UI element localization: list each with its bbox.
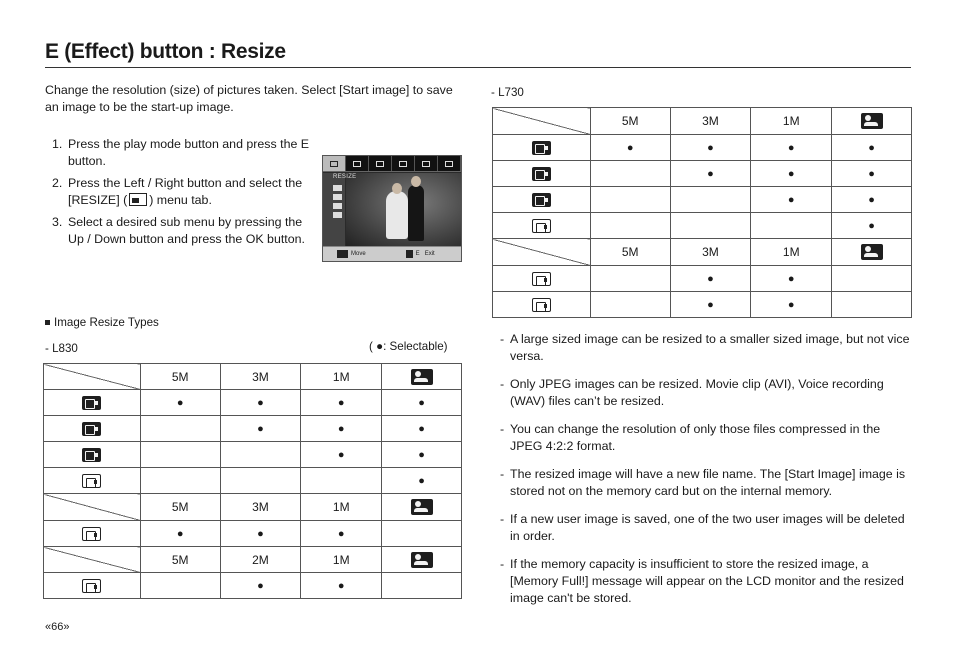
notes-list	[500, 331, 910, 618]
table-row	[44, 442, 462, 468]
table-cell	[590, 213, 670, 239]
table-cell: ●	[751, 187, 832, 213]
step-text	[68, 175, 314, 209]
table-cell	[220, 442, 301, 468]
table-cell: ●	[382, 390, 462, 416]
row-icon-cell	[44, 573, 141, 599]
note-item: - If the memory capacity is insufficient to store the resized image, a [Memory Full!] message will appear on the LCD monitor and the resized image can't be stored.	[500, 556, 910, 607]
8m-size-icon	[82, 396, 101, 410]
lcd-exit-label: Exit	[424, 251, 435, 257]
header-cell: 1M	[301, 364, 382, 390]
table-cell: ●	[832, 161, 912, 187]
header-cell: 3M	[670, 239, 751, 266]
table-cell: ●	[832, 213, 912, 239]
table-cell: ●	[301, 442, 382, 468]
table-row	[493, 266, 912, 292]
note-item: - A large sized image can be resized to a smaller sized image, but not vice versa.	[500, 332, 910, 363]
table-cell	[670, 187, 751, 213]
lcd-updown-key-icon	[337, 250, 348, 258]
header-cell: 1M	[301, 494, 382, 521]
table-row	[493, 292, 912, 318]
table-row	[44, 573, 462, 599]
step-text: Select a desired sub menu by pressing the Up / Down button and press the OK button.	[68, 215, 305, 246]
table-cell: ●	[590, 135, 670, 161]
lcd-submenu-panel	[323, 173, 345, 246]
header-cell: 5M	[590, 239, 670, 266]
row-icon-cell	[493, 213, 591, 239]
table-row	[44, 416, 462, 442]
diagonal-header-cell	[44, 364, 141, 390]
page-title: E (Effect) button : Resize	[45, 40, 286, 63]
note-text: Only JPEG images can be resized. Movie clip (AVI), Voice recording (WAV) files can’t be resized.	[510, 377, 884, 408]
lcd-menu-tabs	[323, 156, 461, 172]
table-header-row	[44, 494, 462, 521]
lcd-tab-film-icon	[415, 156, 438, 171]
l730-label: - L730	[491, 86, 524, 99]
table-header-row	[44, 547, 462, 573]
lcd-option-5m-icon	[333, 185, 342, 191]
step-text-before: Press the Left / Right button and select the [RESIZE] (	[68, 176, 303, 207]
header-cell: 1M	[751, 239, 832, 266]
table-cell	[832, 292, 912, 318]
table-row	[44, 521, 462, 547]
1m-size-icon	[82, 474, 101, 488]
table-cell: ●	[140, 521, 220, 547]
header-cell	[382, 364, 462, 390]
5m-size-icon	[82, 422, 101, 436]
table-cell	[832, 266, 912, 292]
table-cell: ●	[382, 468, 462, 494]
start-image-icon	[411, 552, 433, 568]
step-2	[52, 175, 314, 209]
lcd-menu-label: RESIZE	[333, 174, 357, 180]
3m-size-icon	[82, 448, 101, 462]
lcd-option-3m-icon	[333, 194, 342, 200]
table-cell: ●	[670, 161, 751, 187]
table-header-row	[493, 239, 912, 266]
row-icon-cell	[44, 468, 141, 494]
diagonal-header-cell	[493, 108, 591, 135]
table-cell: ●	[751, 292, 832, 318]
6m-wide-size-icon	[82, 579, 101, 593]
groom-head	[411, 176, 421, 187]
7m-wide-size-icon	[82, 527, 101, 541]
header-cell	[832, 239, 912, 266]
table-cell	[382, 521, 462, 547]
diagonal-header-cell	[44, 547, 141, 573]
lcd-bottom-bar	[323, 246, 461, 261]
start-image-icon	[861, 244, 883, 260]
note-item: - If a new user image is saved, one of the two user images will be deleted in order.	[500, 511, 910, 545]
lcd-e-key-icon	[406, 250, 413, 258]
6m-wide-size-icon	[532, 272, 551, 286]
5m-wide-size-icon	[532, 298, 551, 312]
note-text: A large sized image can be resized to a smaller sized image, but not vice versa.	[510, 332, 910, 363]
diagonal-header-cell	[44, 494, 141, 521]
table-row	[44, 468, 462, 494]
table-row	[493, 187, 912, 213]
row-icon-cell	[44, 416, 141, 442]
start-image-icon	[411, 499, 433, 515]
5m-size-icon	[532, 167, 551, 181]
table-cell: ●	[751, 135, 832, 161]
table-cell: ●	[670, 292, 751, 318]
l830-resize-table	[43, 363, 462, 599]
title-divider	[45, 67, 911, 68]
table-cell: ●	[220, 390, 301, 416]
header-cell: 3M	[220, 494, 301, 521]
row-icon-cell	[493, 266, 591, 292]
bride-head	[392, 183, 402, 194]
lcd-tab-effect-icon	[392, 156, 415, 171]
resize-tab-icon	[129, 193, 147, 206]
page-number: «66»	[45, 621, 70, 633]
wedding-couple-photo	[346, 173, 462, 246]
table-cell: ●	[382, 442, 462, 468]
header-cell: 5M	[140, 547, 220, 573]
lcd-tab-resize-icon	[323, 156, 346, 171]
table-cell: ●	[670, 135, 751, 161]
start-image-icon	[411, 369, 433, 385]
row-icon-cell	[44, 442, 141, 468]
header-cell: 3M	[670, 108, 751, 135]
step-number: 3.	[52, 215, 63, 229]
table-cell	[220, 468, 301, 494]
note-item: - The resized image will have a new file name. The [Start Image] image is stored not on the memory card but on the internal memory.	[500, 466, 910, 500]
table-header-row	[493, 108, 912, 135]
table-cell: ●	[382, 416, 462, 442]
lcd-option-1m-icon	[333, 203, 342, 209]
l830-label: - L830	[45, 342, 78, 355]
table-cell	[140, 573, 220, 599]
intro-paragraph: Change the resolution (size) of pictures taken. Select [Start image] to save an image to be the start-up image.	[45, 83, 453, 114]
lcd-option-start-image-icon	[333, 212, 342, 218]
table-cell	[301, 468, 382, 494]
row-icon-cell	[493, 292, 591, 318]
l730-resize-table	[492, 107, 912, 318]
note-item: - Only JPEG images can be resized. Movie clip (AVI), Voice recording (WAV) files can’t be resized.	[500, 376, 910, 410]
table-cell	[140, 416, 220, 442]
note-item: - You can change the resolution of only those files compressed in the JPEG 4:2:2 format.	[500, 421, 910, 455]
table-cell: ●	[670, 266, 751, 292]
table-cell: ●	[220, 521, 301, 547]
table-row	[493, 135, 912, 161]
table-cell	[140, 468, 220, 494]
table-cell	[590, 187, 670, 213]
note-text: You can change the resolution of only those files compressed in the JPEG 4:2:2 format.	[510, 422, 881, 453]
lcd-tab-camera-icon	[438, 156, 461, 171]
header-cell	[382, 494, 462, 521]
selectable-legend: ( ●: Selectable)	[369, 340, 448, 353]
table-cell: ●	[301, 573, 382, 599]
row-icon-cell	[44, 390, 141, 416]
step-number: 2.	[52, 176, 63, 190]
step-number: 1.	[52, 137, 63, 151]
step-1	[52, 136, 314, 170]
table-cell: ●	[140, 390, 220, 416]
table-cell	[751, 213, 832, 239]
1m-size-icon	[532, 219, 551, 233]
diagonal-header-cell	[493, 239, 591, 266]
lcd-e-label: E	[415, 251, 420, 257]
header-cell: 2M	[220, 547, 301, 573]
row-icon-cell	[44, 521, 141, 547]
table-row	[44, 390, 462, 416]
table-cell	[590, 292, 670, 318]
header-cell	[832, 108, 912, 135]
table-cell	[670, 213, 751, 239]
lcd-screen-illustration	[322, 155, 462, 262]
lcd-move-label: Move	[351, 251, 366, 257]
header-cell: 1M	[751, 108, 832, 135]
lcd-tab-color-icon	[369, 156, 392, 171]
7m-size-icon	[532, 141, 551, 155]
step-text-after: ) menu tab.	[149, 193, 212, 207]
row-icon-cell	[493, 161, 591, 187]
note-text: If the memory capacity is insufficient to store the resized image, a [Memory Full!] message will appear on the LCD monitor and the resized image can't be stored.	[510, 557, 904, 605]
header-cell: 1M	[301, 547, 382, 573]
step-text: Press the play mode button and press the E button.	[68, 137, 310, 168]
note-text: The resized image will have a new file name. The [Start Image] image is stored not on the memory card but on the internal memory.	[510, 467, 906, 498]
table-cell: ●	[220, 573, 301, 599]
start-image-icon	[861, 113, 883, 129]
table-cell	[590, 266, 670, 292]
table-cell	[590, 161, 670, 187]
square-bullet-icon	[45, 320, 50, 325]
header-cell: 5M	[140, 364, 220, 390]
table-header-row	[44, 364, 462, 390]
3m-size-icon	[532, 193, 551, 207]
lcd-tab-rotate-icon	[346, 156, 369, 171]
table-cell: ●	[301, 416, 382, 442]
table-cell: ●	[751, 161, 832, 187]
row-icon-cell	[493, 187, 591, 213]
table-cell: ●	[832, 135, 912, 161]
header-cell: 5M	[590, 108, 670, 135]
header-cell	[382, 547, 462, 573]
table-cell: ●	[751, 266, 832, 292]
header-cell: 5M	[140, 494, 220, 521]
resize-types-heading: Image Resize Types	[45, 316, 159, 329]
row-icon-cell	[493, 135, 591, 161]
table-cell: ●	[301, 521, 382, 547]
bride-figure	[386, 191, 408, 239]
table-cell	[382, 573, 462, 599]
table-cell: ●	[220, 416, 301, 442]
note-text: If a new user image is saved, one of the two user images will be deleted in order.	[510, 512, 905, 543]
header-cell: 3M	[220, 364, 301, 390]
table-row	[493, 213, 912, 239]
table-row	[493, 161, 912, 187]
groom-figure	[408, 185, 424, 241]
table-cell	[140, 442, 220, 468]
table-cell: ●	[301, 390, 382, 416]
step-3	[52, 214, 314, 248]
table-cell: ●	[832, 187, 912, 213]
steps-list	[52, 136, 314, 253]
